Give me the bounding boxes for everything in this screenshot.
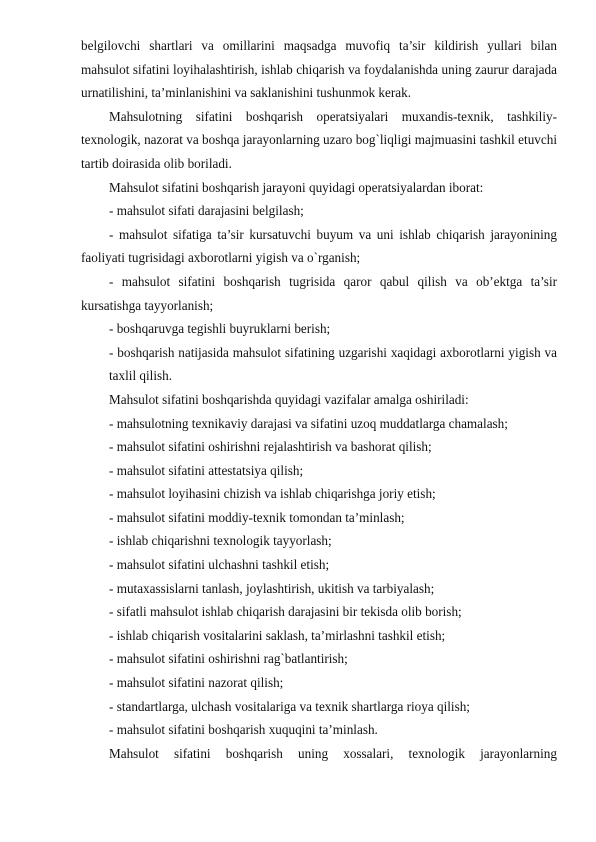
list-item-task-4: - mahsulot loyihasini chizish va ishlab chiqarishga joriy etish; bbox=[109, 486, 436, 502]
list-item-task-5: - mahsulot sifatini moddiy-texnik tomondan ta’minlash; bbox=[109, 509, 405, 525]
paragraph-intro-continuation: belgilovchi shartlari va omillarini maqsadga muvofiq ta’sir kildirish yullari bilan mahsulot sifatini loyihalashtirish, ishlab chiqarish va foydalanishda uning zaurur darajada urnatilishini, ta’minlanishini va saklanishini tushunmok kerak. bbox=[81, 38, 557, 101]
list-item-task-14: - mahsulot sifatini boshqarish xuquqini ta’minlash. bbox=[109, 722, 378, 738]
list-item-issue-orders: - boshqaruvga tegishli buyruklarni berish; bbox=[109, 321, 331, 337]
paragraph-operations-overview: Mahsulotning sifatini boshqarish operatsiyalari muxandis-texnik, tashkiliy-texnologik, nazorat va boshqa jarayonlarning uzaro bog`liqligi majmuasini tashkil etuvchi tartib doirasida olib boriladi. bbox=[81, 108, 557, 171]
list-item-task-1: - mahsulotning texnikaviy darajasi va sifatini uzoq muddatlarga chamalash; bbox=[109, 415, 508, 431]
paragraph-tasks-heading: Mahsulot sifatini boshqarishda quyidagi vazifalar amalga oshiriladi: bbox=[109, 391, 469, 407]
list-item-task-11: - mahsulot sifatini oshirishni rag`batlantirish; bbox=[109, 651, 348, 667]
list-item-task-3: - mahsulot sifatini attestatsiya qilish; bbox=[109, 462, 304, 478]
list-item-collect-information: - mahsulot sifatiga ta’sir kursatuvchi buyum va uni ishlab chiqarish jarayonining faoliyati tugrisidagi axborotlarni yigish va o`rganish; bbox=[81, 226, 557, 266]
list-item-task-8: - mutaxassislarni tanlash, joylashtirish, ukitish va tarbiyalash; bbox=[109, 580, 435, 596]
list-item-task-9: - sifatli mahsulot ishlab chiqarish darajasini bir tekisda olib borish; bbox=[109, 604, 462, 620]
list-item-task-2: - mahsulot sifatini oshirishni rejalashtirish va bashorat qilish; bbox=[109, 439, 432, 455]
list-item-analyze-results: - boshqarish natijasida mahsulot sifatining uzgarishi xaqidagi axborotlarni yigish va taxlil qilish. bbox=[109, 344, 557, 384]
list-item-task-10: - ishlab chiqarish vositalarini saklash, ta’mirlashni tashkil etish; bbox=[109, 627, 446, 643]
document-page bbox=[81, 34, 557, 765]
list-item-decision-making: - mahsulot sifatini boshqarish tugrisida qaror qabul qilish va ob’ektga ta’sir kursatishga tayyorlanish; bbox=[81, 273, 557, 313]
list-item-define-quality-level: - mahsulot sifati darajasini belgilash; bbox=[109, 203, 304, 219]
list-item-task-6: - ishlab chiqarishni texnologik tayyorlash; bbox=[109, 533, 332, 549]
list-item-task-13: - standartlarga, ulchash vositalariga va texnik shartlarga rioya qilish; bbox=[109, 698, 470, 714]
list-item-task-12: - mahsulot sifatini nazorat qilish; bbox=[109, 675, 284, 691]
list-item-task-7: - mahsulot sifatini ulchashni tashkil etish; bbox=[109, 557, 330, 573]
paragraph-closing: Mahsulot sifatini boshqarish uning xossalari, texnologik jarayonlarning bbox=[109, 745, 557, 761]
paragraph-process-heading: Mahsulot sifatini boshqarish jarayoni quyidagi operatsiyalardan iborat: bbox=[109, 179, 484, 195]
